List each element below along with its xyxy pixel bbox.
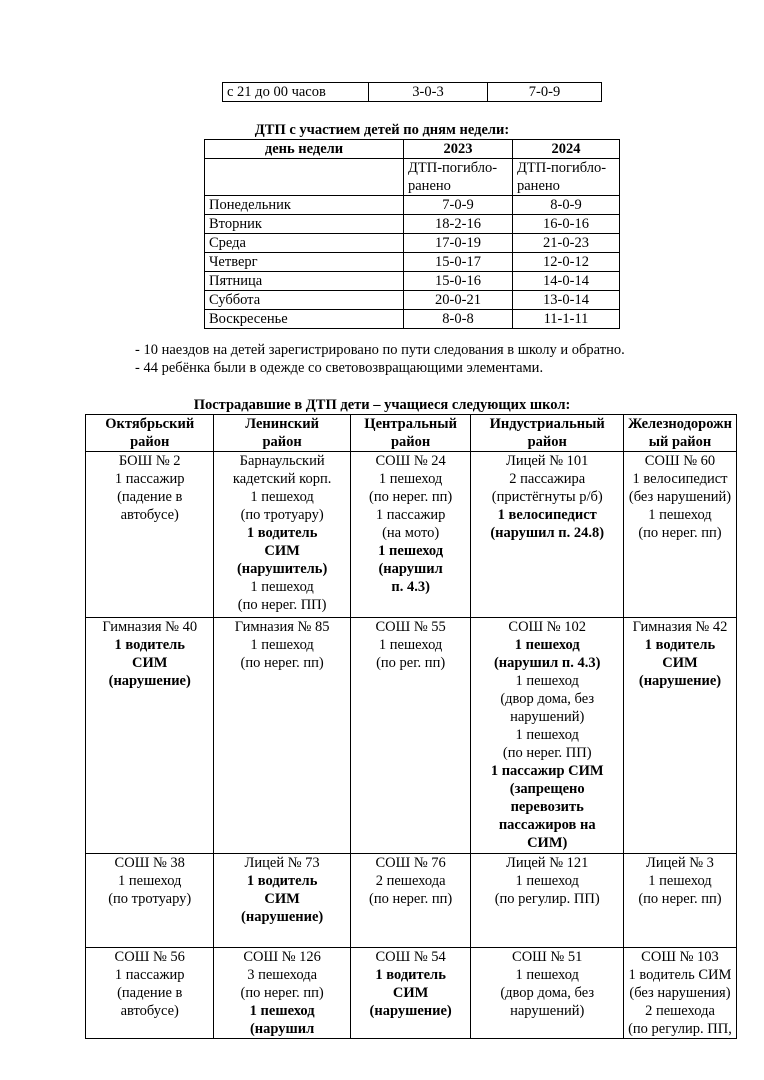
incident-line: 1 водитель	[246, 873, 318, 889]
weekday-cell: Вторник	[205, 215, 404, 234]
value-2024-cell: 21-0-23	[513, 234, 620, 253]
sub-2023-line: ДТП-погибло-	[408, 160, 498, 176]
district-header-line: район	[262, 434, 302, 450]
value-2023-cell: 20-0-21	[404, 291, 513, 310]
incident-line: 1 водитель	[114, 637, 185, 653]
table-row	[86, 618, 737, 854]
incident-line: (по нерег. пп)	[638, 891, 722, 907]
incident-line: (двор дома, без	[500, 691, 595, 707]
incident-line: нарушений)	[510, 709, 585, 725]
school-cell	[623, 452, 736, 618]
incident-line: (по нерег. пп)	[368, 891, 453, 907]
incident-line: 1 пешеход	[514, 637, 580, 653]
schools-table-title: Пострадавшие в ДТП дети – учащиеся следующих школ:	[193, 397, 571, 413]
value-2024-cell: 16-0-16	[513, 215, 620, 234]
school-cell	[86, 618, 214, 854]
top-fragment-table	[222, 82, 602, 102]
school-cell	[623, 854, 736, 948]
incident-line: (на мото)	[382, 525, 440, 541]
school-cell	[214, 854, 350, 948]
incident-line: 2 пешехода	[645, 1003, 715, 1019]
school-cell	[471, 948, 624, 1039]
district-header	[214, 415, 350, 452]
school-cell	[350, 618, 471, 854]
sub-2023-line: ранено	[408, 178, 451, 194]
incident-line: (по нерег. пп)	[240, 985, 324, 1001]
incident-line: (по нерег. ПП)	[502, 745, 592, 761]
school-name: СОШ № 76	[375, 855, 446, 871]
value-2023-cell: 18-2-16	[404, 215, 513, 234]
district-header-line: район	[390, 434, 431, 450]
incident-line: (нарушил	[378, 561, 443, 577]
incident-line: 1 пассажир	[375, 507, 446, 523]
school-cell	[471, 854, 624, 948]
incident-line: (падение в	[117, 489, 183, 505]
col-2023-header: 2023	[404, 140, 513, 159]
incident-line: п. 4.3)	[391, 579, 430, 595]
value-2023-cell: 7-0-9	[404, 196, 513, 215]
weekday-cell: Среда	[205, 234, 404, 253]
incident-line: (нарушитель)	[236, 561, 328, 577]
table-row	[86, 948, 737, 1039]
school-cell	[214, 618, 350, 854]
value-2023-cell: 17-0-19	[404, 234, 513, 253]
table-row	[205, 310, 620, 329]
school-name: СОШ № 51	[512, 949, 583, 965]
incident-line: 1 пешеход	[515, 967, 579, 983]
incident-line: 1 пассажир	[114, 967, 185, 983]
incident-line: (нарушение)	[369, 1003, 452, 1019]
school-cell	[350, 854, 471, 948]
incident-line: 1 пассажир	[114, 471, 185, 487]
empty-cell	[205, 159, 404, 196]
incident-line: автобусе)	[120, 507, 179, 523]
incident-line: (пристёгнуты р/б)	[491, 489, 603, 505]
incident-line: (по рег. пп)	[376, 655, 446, 671]
school-name: СОШ № 55	[375, 619, 446, 635]
incident-line: автобусе)	[120, 1003, 179, 1019]
table-row	[223, 83, 602, 102]
weekday-body	[205, 196, 620, 329]
school-name: Гимназия № 40	[102, 619, 198, 635]
incident-line: 2 пассажира	[509, 471, 586, 487]
school-name: Гимназия № 42	[632, 619, 728, 635]
incident-line: СИМ	[264, 891, 300, 907]
school-cell	[214, 452, 350, 618]
district-header-line: Ленинский	[245, 416, 319, 432]
school-cell	[214, 948, 350, 1039]
table-row	[205, 291, 620, 310]
school-cell	[86, 452, 214, 618]
incident-line: 1 пешеход	[250, 637, 314, 653]
weekday-cell: Воскресенье	[205, 310, 404, 329]
top-row-label: с 21 до 00 часов	[223, 83, 369, 102]
school-name: Гимназия № 85	[234, 619, 330, 635]
table-row	[86, 452, 737, 618]
district-header-line: Железнодорожн	[627, 416, 732, 432]
incident-line: 1 пешеход	[249, 1003, 315, 1019]
schools-body	[86, 452, 737, 1039]
school-cell	[350, 452, 471, 618]
top-row-2024: 7-0-9	[488, 83, 602, 102]
incident-line: 1 пешеход	[515, 727, 579, 743]
incident-line: (нарушение)	[241, 909, 324, 925]
incident-line: нарушений)	[510, 1003, 585, 1019]
weekday-table	[204, 139, 620, 329]
incident-line: 1 водитель СИМ	[628, 967, 732, 983]
school-name: СОШ № 102	[508, 619, 587, 635]
incident-line: (нарушение)	[108, 673, 191, 689]
incident-line: (по нерег. пп)	[240, 655, 324, 671]
value-2023-cell: 15-0-17	[404, 253, 513, 272]
sub-2024-line: ДТП-погибло-	[517, 160, 607, 176]
incident-line: 1 пешеход	[648, 507, 712, 523]
incident-line: 3 пешехода	[247, 967, 318, 983]
weekday-cell: Понедельник	[205, 196, 404, 215]
table-subheader-row	[205, 159, 620, 196]
school-name: Лицей № 121	[506, 855, 589, 871]
district-header	[350, 415, 471, 452]
value-2024-cell: 11-1-11	[513, 310, 620, 329]
value-2024-cell: 13-0-14	[513, 291, 620, 310]
incident-line: (нарушение)	[638, 673, 722, 689]
incident-line: (без нарушений)	[628, 489, 732, 505]
incident-line: (по нерег. пп)	[638, 525, 722, 541]
incident-line: 1 пешеход	[378, 637, 443, 653]
school-name: СОШ № 24	[375, 453, 446, 469]
school-cell	[471, 452, 624, 618]
school-name: Лицей № 73	[244, 855, 320, 871]
incident-line: (падение в	[117, 985, 183, 1001]
incident-line: (двор дома, без	[500, 985, 595, 1001]
district-header	[471, 415, 624, 452]
district-header-line: ый район	[648, 434, 712, 450]
note-line: - 10 наездов на детей зарегистрировано по пути следования в школу и обратно.	[135, 342, 625, 358]
incident-line: (по нерег. пп)	[368, 489, 453, 505]
school-cell	[86, 948, 214, 1039]
weekday-cell: Суббота	[205, 291, 404, 310]
value-2024-cell: 14-0-14	[513, 272, 620, 291]
table-header-row	[205, 140, 620, 159]
incident-line: 1 водитель	[246, 525, 318, 541]
incident-line: 1 пешеход	[250, 489, 314, 505]
incident-line: (нарушил п. 4.3)	[493, 655, 601, 671]
school-name: СОШ № 38	[114, 855, 185, 871]
note-line: - 44 ребёнка были в одежде со световозвращающими элементами.	[135, 360, 544, 376]
incident-line: 1 велосипедист	[632, 471, 728, 487]
weekday-table-title: ДТП с участием детей по дням недели:	[254, 122, 510, 138]
sub-2023-header	[404, 159, 513, 196]
table-row	[205, 272, 620, 291]
incident-line: 1 велосипедист	[497, 507, 597, 523]
incident-line: кадетский корп.	[232, 471, 332, 487]
school-name: СОШ № 60	[644, 453, 716, 469]
incident-line: СИМ)	[527, 835, 568, 851]
incident-line: 1 пешеход	[515, 673, 579, 689]
table-row	[205, 196, 620, 215]
table-row	[205, 253, 620, 272]
incident-line: 1 пешеход	[515, 873, 579, 889]
school-name: СОШ № 126	[243, 949, 321, 965]
district-header-line: Октябрьский	[105, 416, 195, 432]
school-name: Барнаульский	[239, 453, 325, 469]
school-cell	[623, 948, 736, 1039]
school-name: СОШ № 54	[375, 949, 446, 965]
incident-line: (нарушил п. 24.8)	[490, 525, 605, 541]
weekday-cell: Четверг	[205, 253, 404, 272]
district-header	[86, 415, 214, 452]
weekday-cell: Пятница	[205, 272, 404, 291]
school-cell	[86, 854, 214, 948]
col-day-header: день недели	[205, 140, 404, 159]
incident-line: 1 пешеход	[250, 579, 314, 595]
school-cell	[623, 618, 736, 854]
value-2023-cell: 8-0-8	[404, 310, 513, 329]
incident-line: 1 пешеход	[378, 471, 443, 487]
table-row	[205, 234, 620, 253]
schools-table	[85, 414, 737, 1039]
school-cell	[350, 948, 471, 1039]
col-2024-header: 2024	[513, 140, 620, 159]
sub-2024-line: ранено	[517, 178, 560, 194]
school-name: Лицей № 101	[506, 453, 589, 469]
incident-line: перевозить	[510, 799, 584, 815]
incident-line: пассажиров на	[498, 817, 596, 833]
table-header-row	[86, 415, 737, 452]
incident-line: 1 пешеход	[118, 873, 182, 889]
table-row	[205, 215, 620, 234]
district-header-line: Центральный	[364, 416, 457, 432]
value-2023-cell: 15-0-16	[404, 272, 513, 291]
district-header	[623, 415, 736, 452]
incident-line: (запрещено	[509, 781, 585, 797]
district-header-line: район	[527, 434, 567, 450]
incident-line: (без нарушения)	[629, 985, 731, 1001]
incident-line: (по тротуару)	[108, 891, 192, 907]
incident-line: (по регулир. ПП,	[628, 1021, 732, 1037]
incident-line: (по тротуару)	[240, 507, 324, 523]
incident-line: 2 пешехода	[375, 873, 446, 889]
incident-line: 1 пешеход	[378, 543, 444, 559]
incident-line: СИМ	[132, 655, 168, 671]
value-2024-cell: 12-0-12	[513, 253, 620, 272]
incident-line: 1 пассажир СИМ	[490, 763, 604, 779]
incident-line: СИМ	[264, 543, 300, 559]
incident-line: 1 водитель СИМ	[644, 637, 716, 671]
incident-line: СИМ	[392, 985, 429, 1001]
incident-line: (по нерег. ПП)	[237, 597, 327, 613]
incident-line: (по регулир. ПП)	[494, 891, 600, 907]
table-row	[86, 854, 737, 948]
school-cell	[471, 618, 624, 854]
school-name: Лицей № 3	[646, 855, 714, 871]
incident-line: 1 пешеход	[648, 873, 712, 889]
top-row-2023: 3-0-3	[369, 83, 488, 102]
incident-line: 1 водитель	[375, 967, 446, 983]
school-name: СОШ № 56	[114, 949, 185, 965]
incident-line: (нарушил	[249, 1021, 315, 1037]
district-header-line: район	[130, 434, 170, 450]
value-2024-cell: 8-0-9	[513, 196, 620, 215]
school-name: БОШ № 2	[118, 453, 181, 469]
district-header-line: Индустриальный	[489, 416, 605, 432]
sub-2024-header	[513, 159, 620, 196]
school-name: СОШ № 103	[641, 949, 719, 965]
